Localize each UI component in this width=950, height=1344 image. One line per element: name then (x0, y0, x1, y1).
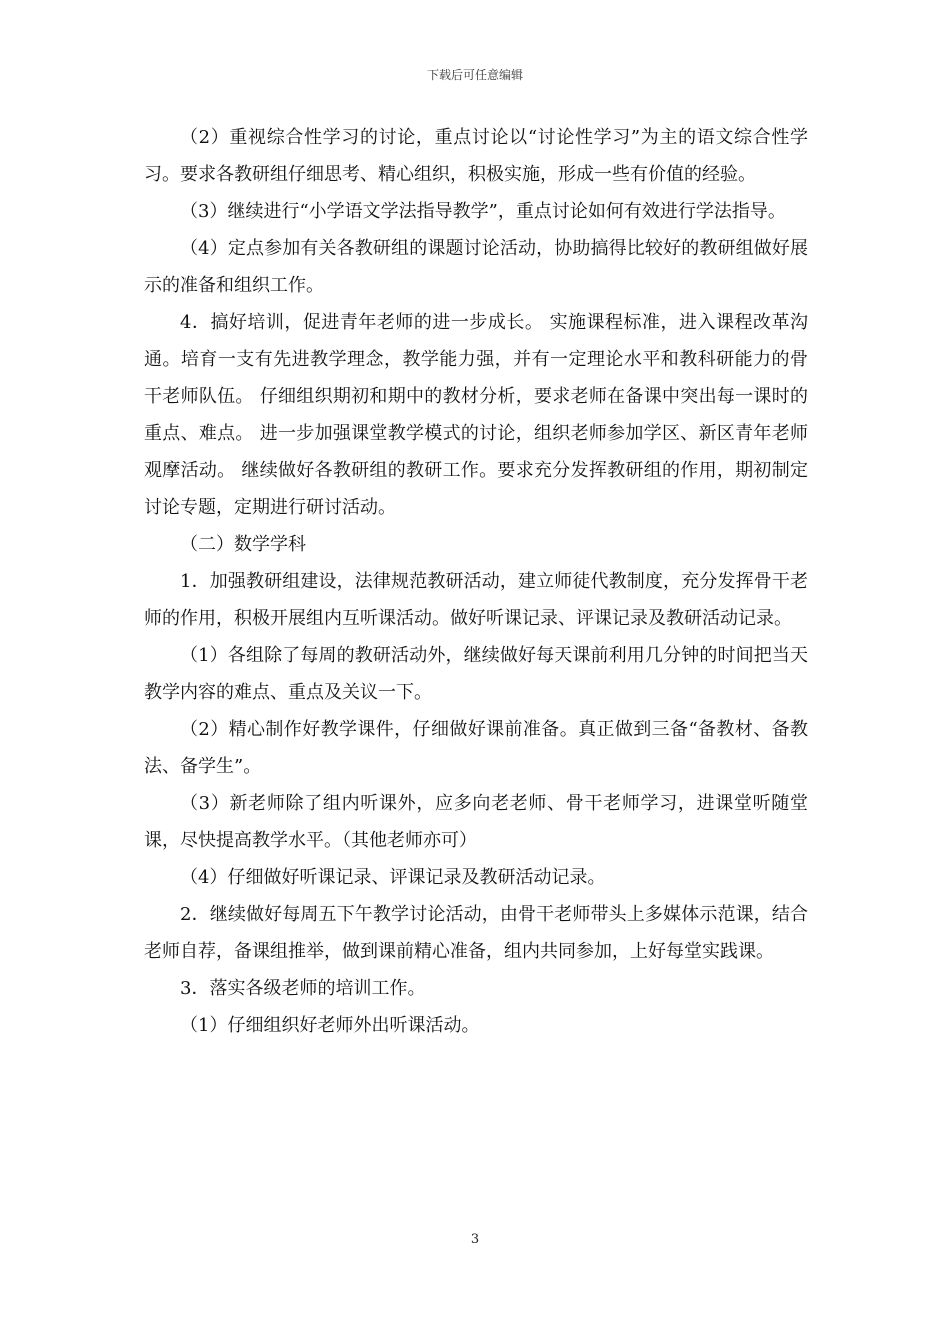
paragraph: 3．落实各级老师的培训工作。 (180, 978, 426, 999)
page-header: 下载后可任意编辑 (426, 68, 523, 82)
body-text (144, 119, 808, 1044)
paragraph: （2）重视综合性学习的讨论，重点讨论以“讨论性学习”为主的语文综合性学习。要求各教研组仔细思考、精心组织，积极实施，形成一些有价值的经验。 (144, 127, 808, 185)
paragraph: 1．加强教研组建设，法律规范教研活动，建立师徒代教制度，充分发挥骨干老师的作用，积极开展组内互听课活动。做好听课记录、评课记录及教研活动记录。 (144, 571, 808, 629)
paragraph: （1）仔细组织好老师外出听课活动。 (180, 1015, 480, 1036)
paragraph: （3）继续进行“小学语文学法指导教学”，重点讨论如何有效进行学法指导。 (180, 201, 786, 222)
paragraph: 4．搞好培训，促进青年老师的进一步成长。 实施课程标准，进入课程改革沟通。培育一支有先进教学理念，教学能力强，并有一定理论水平和教科研能力的骨干老师队伍。 仔细组织期初和期中的教材分析，要求老师在备课中突出每一课时的重点、难点。 进一步加强课堂教学模式的讨论，组织老师参加学区、新区青年老师观摩活动。 继续做好各教研组的教研工作。要求充分发挥教研组的作用，期初制定讨论专题，定期进行研讨活动。 (144, 312, 808, 518)
section-heading: （二）数学学科 (180, 534, 306, 555)
paragraph: （3）新老师除了组内听课外，应多向老老师、骨干老师学习，进课堂听随堂课，尽快提高教学水平。（其他老师亦可） (144, 793, 808, 851)
page-number: 3 (470, 1232, 480, 1247)
paragraph: 2．继续做好每周五下午教学讨论活动，由骨干老师带头上多媒体示范课，结合老师自荐，备课组推举，做到课前精心准备，组内共同参加，上好每堂实践课。 (144, 904, 808, 962)
paragraph: （1）各组除了每周的教研活动外，继续做好每天课前利用几分钟的时间把当天教学内容的难点、重点及关议一下。 (144, 645, 808, 703)
paragraph: （4）定点参加有关各教研组的课题讨论活动，协助搞得比较好的教研组做好展示的准备和组织工作。 (144, 238, 808, 296)
paragraph: （2）精心制作好教学课件，仔细做好课前准备。真正做到三备“备教材、备教法、备学生”。 (144, 719, 808, 777)
paragraph: （4）仔细做好听课记录、评课记录及教研活动记录。 (180, 867, 606, 888)
